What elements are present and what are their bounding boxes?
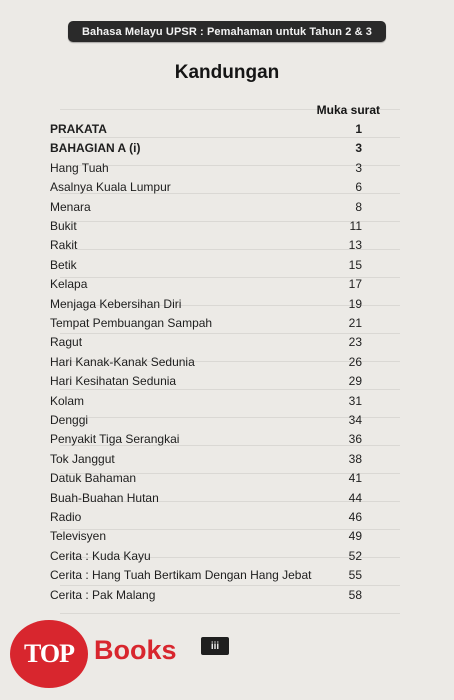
toc-entry-title: Asalnya Kuala Lumpur <box>50 180 171 195</box>
toc-entry <box>50 491 362 510</box>
toc-entry-page: 55 <box>348 568 362 583</box>
toc-entry-page: 52 <box>348 548 362 563</box>
toc-entry-page: 36 <box>348 432 362 447</box>
toc-entry-title: Menara <box>50 199 91 214</box>
toc-entry <box>50 394 362 413</box>
page-column-header: Muka surat <box>316 103 380 117</box>
toc-entry-title: Hari Kanak-Kanak Sedunia <box>50 354 195 369</box>
toc-entry-title: Tok Janggut <box>50 451 115 466</box>
toc-entry <box>50 355 362 374</box>
toc-entry-title: Cerita : Pak Malang <box>50 587 156 602</box>
toc-entry-page: 46 <box>348 510 362 524</box>
toc-entry-page: 17 <box>348 277 362 292</box>
toc-entry-page: 6 <box>355 180 362 195</box>
toc-entry-page: 1 <box>355 122 362 136</box>
running-header <box>68 21 386 42</box>
toc-entry-page: 38 <box>348 451 362 466</box>
toc-entry <box>50 413 362 432</box>
toc-entry-page: 13 <box>348 238 362 253</box>
toc-entry <box>50 568 362 587</box>
toc-entry <box>50 200 362 219</box>
toc-entry <box>50 432 362 451</box>
toc-entry-title: Denggi <box>50 413 89 427</box>
toc-entry <box>50 219 362 238</box>
toc-entry <box>50 297 362 316</box>
toc-entry-page: 26 <box>348 354 362 369</box>
toc-entry-title: Ragut <box>50 335 83 350</box>
toc-entry-page: 3 <box>355 160 362 175</box>
toc-entry-page: 3 <box>355 141 362 156</box>
toc-entry-page: 21 <box>348 316 362 330</box>
toc-entry <box>50 452 362 471</box>
toc-entry-page: 49 <box>348 529 362 544</box>
running-header-text: Bahasa Melayu UPSR : Pemahaman untuk Tahun 2 & 3 <box>81 25 373 38</box>
toc-entry-page: 15 <box>348 257 362 272</box>
toc-entry-page: 31 <box>348 393 362 408</box>
toc-entry-title: Radio <box>50 510 82 524</box>
toc-entry-page: 19 <box>348 296 362 311</box>
toc-entry-page: 34 <box>348 413 362 427</box>
toc-entry-page: 8 <box>355 199 362 214</box>
toc-entry-page: 44 <box>348 490 362 505</box>
toc-entry-title: Buah-Buahan Hutan <box>50 490 159 505</box>
topbooks-logo <box>10 620 210 692</box>
toc-entry-title: Kelapa <box>50 277 88 292</box>
toc-entry <box>50 277 362 296</box>
toc-entry-title: Hari Kesihatan Sedunia <box>50 374 177 389</box>
toc-entry-title: Tempat Pembuangan Sampah <box>50 316 213 330</box>
toc-entry <box>50 316 362 335</box>
toc-entry <box>50 122 362 141</box>
toc-entry-page: 23 <box>348 335 362 350</box>
toc-entry-title: Kolam <box>50 393 85 408</box>
toc-entry-title: Menjaga Kebersihan Diri <box>50 296 182 311</box>
toc-entry-title: Rakit <box>50 238 78 253</box>
toc-entry <box>50 258 362 277</box>
toc-entry-title: Datuk Bahaman <box>50 471 137 486</box>
toc-entry <box>50 238 362 257</box>
toc-entry <box>50 471 362 490</box>
toc-entry-title: Betik <box>50 257 77 272</box>
toc-entry-title: Cerita : Hang Tuah Bertikam Dengan Hang Jebat <box>50 568 312 583</box>
toc-entry-title: Televisyen <box>50 529 107 544</box>
toc-entry-page: 41 <box>348 471 362 486</box>
toc-entry <box>50 161 362 180</box>
page-number: iii <box>201 637 229 655</box>
toc-entry <box>50 529 362 548</box>
page-title: Kandungan <box>174 62 280 83</box>
toc-entry <box>50 335 362 354</box>
logo-text-books: Books <box>94 635 177 665</box>
toc-entry-page: 29 <box>348 374 362 389</box>
toc-entry <box>50 510 362 529</box>
toc-entry <box>50 588 362 607</box>
toc-entry <box>50 374 362 393</box>
toc-entry-title: Cerita : Kuda Kayu <box>50 548 151 563</box>
logo-text-top: TOP <box>24 639 74 668</box>
toc-entry <box>50 141 362 160</box>
toc-entry <box>50 180 362 199</box>
toc-entry-title: PRAKATA <box>50 122 107 136</box>
toc-entry-title: Hang Tuah <box>50 160 109 175</box>
toc-entry-title: Bukit <box>50 219 77 233</box>
toc-entry-page: 11 <box>349 219 362 233</box>
toc-entry-title: Penyakit Tiga Serangkai <box>50 432 180 447</box>
toc-entry-title: BAHAGIAN A (i) <box>50 141 141 156</box>
toc-entry-page: 58 <box>348 587 362 602</box>
toc-entry <box>50 549 362 568</box>
